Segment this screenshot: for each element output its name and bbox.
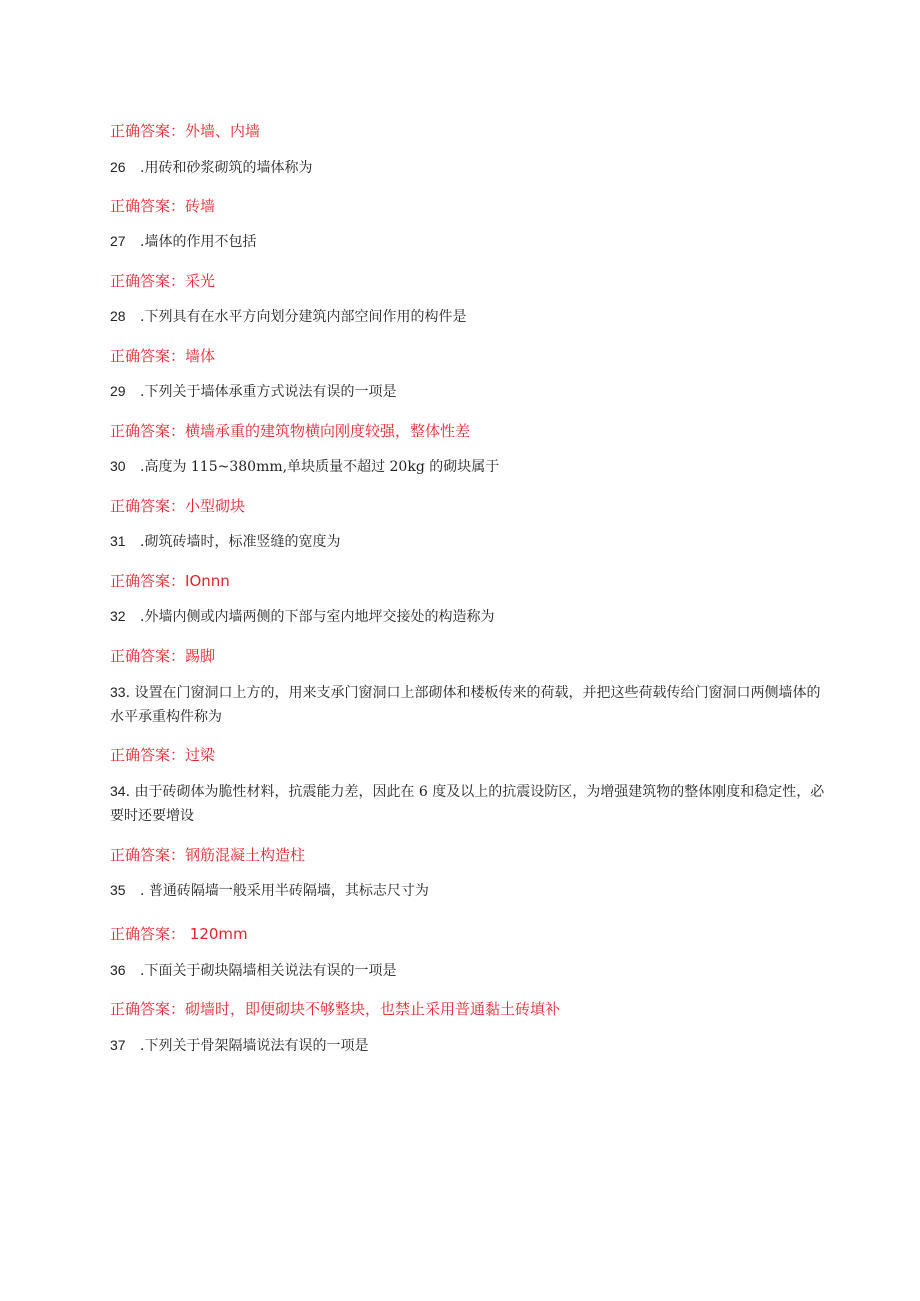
question-text: .下列关于墙体承重方式说法有误的一项是: [140, 384, 397, 400]
answer-label: 正确答案: [110, 846, 171, 864]
answer-line: [110, 196, 215, 216]
answer-separator: ：: [170, 846, 186, 864]
answer-line: [110, 421, 470, 441]
answer-line: [110, 271, 215, 291]
answer-value: 过梁: [185, 746, 216, 764]
question-line: [110, 381, 396, 402]
question-number: 33: [110, 684, 126, 700]
question-line: [110, 779, 830, 828]
answer-value: 砌墙时，即便砌块不够整块，也禁止采用普通黏土砖填补: [185, 1000, 561, 1018]
answer-separator: ：: [170, 647, 186, 665]
answer-value: 墙体: [185, 347, 216, 365]
answer-label: 正确答案: [110, 422, 171, 440]
question-text: . 设置在门窗洞口上方的，用来支承门窗洞口上部砌体和楼板传来的荷载，并把这些荷载传给门窗洞口两侧墙体的水平承重构件称为: [110, 685, 821, 725]
answer-separator: ：: [170, 347, 186, 365]
answer-value: IOnnn: [185, 572, 230, 590]
answer-line: [110, 924, 248, 944]
question-line: [110, 231, 256, 252]
question-number: 32: [110, 608, 126, 624]
answer-line: [110, 845, 305, 865]
question-line: [110, 531, 340, 552]
answer-label: 正确答案: [110, 272, 171, 290]
question-text: .下面关于砌块隔墙相关说法有误的一项是: [140, 963, 397, 979]
question-number: 26: [110, 159, 126, 175]
answer-value: 踢脚: [185, 647, 216, 665]
question-line: [110, 1035, 368, 1056]
answer-line: [110, 999, 560, 1019]
question-line: [110, 960, 396, 981]
question-line: [110, 157, 312, 178]
answer-label: 正确答案: [110, 497, 171, 515]
question-line: [110, 880, 429, 901]
question-text: .下列具有在水平方向划分建筑内部空间作用的构件是: [140, 309, 467, 325]
answer-separator: ：: [170, 122, 186, 140]
answer-label: 正确答案: [110, 1000, 171, 1018]
question-text: .砌筑砖墙时，标准竖缝的宽度为: [140, 534, 341, 550]
answer-value: 横墙承重的建筑物横向刚度较强，整体性差: [185, 422, 471, 440]
answer-value: 采光: [185, 272, 216, 290]
answer-value: 小型砌块: [185, 497, 246, 515]
answer-label: 正确答案: [110, 197, 171, 215]
answer-line: [110, 121, 260, 141]
answer-line: [110, 571, 230, 591]
answer-label: 正确答案: [110, 572, 171, 590]
question-line: [110, 606, 494, 627]
answer-separator: ：: [170, 746, 186, 764]
answer-line: [110, 496, 245, 516]
question-text: . 普通砖隔墙一般采用半砖隔墙，其标志尺寸为: [140, 883, 429, 899]
question-number: 36: [110, 962, 126, 978]
answer-line: [110, 646, 215, 666]
question-text: .外墙内侧或内墙两侧的下部与室内地坪交接处的构造称为: [140, 609, 495, 625]
question-number: 29: [110, 383, 126, 399]
question-number: 31: [110, 533, 126, 549]
answer-separator: ：: [170, 422, 186, 440]
answer-label: 正确答案: [110, 647, 171, 665]
question-line: [110, 456, 499, 477]
question-text: . 由于砖砌体为脆性材料，抗震能力差，因此在 6 度及以上的抗震设防区，为增强建筑物的整体刚度和稳定性，必要时还要增设: [110, 784, 825, 824]
question-text: .墙体的作用不包括: [140, 234, 257, 250]
question-number: 37: [110, 1037, 126, 1053]
answer-line: [110, 745, 215, 765]
answer-separator: ：: [170, 272, 186, 290]
answer-label: 正确答案: [110, 925, 171, 943]
answer-separator: ：: [170, 572, 186, 590]
answer-separator: ：: [170, 197, 186, 215]
answer-label: 正确答案: [110, 122, 171, 140]
question-text: .高度为 115~380mm,单块质量不超过 20kg 的砌块属于: [140, 459, 500, 475]
question-number: 27: [110, 233, 126, 249]
question-number: 35: [110, 882, 126, 898]
answer-separator: ：: [170, 1000, 186, 1018]
question-line: [110, 680, 830, 729]
answer-value: 砖墙: [185, 197, 216, 215]
answer-line: [110, 346, 215, 366]
answer-value: 钢筋混凝土构造柱: [185, 846, 306, 864]
question-number: 28: [110, 308, 126, 324]
answer-value: 120mm: [185, 925, 248, 943]
question-number: 34: [110, 783, 126, 799]
answer-value: 外墙、内墙: [185, 122, 261, 140]
question-text: .用砖和砂浆砌筑的墙体称为: [140, 160, 313, 176]
answer-separator: ：: [170, 925, 186, 943]
question-text: .下列关于骨架隔墙说法有误的一项是: [140, 1038, 369, 1054]
question-line: [110, 306, 466, 327]
answer-label: 正确答案: [110, 347, 171, 365]
answer-separator: ：: [170, 497, 186, 515]
answer-label: 正确答案: [110, 746, 171, 764]
question-number: 30: [110, 458, 126, 474]
